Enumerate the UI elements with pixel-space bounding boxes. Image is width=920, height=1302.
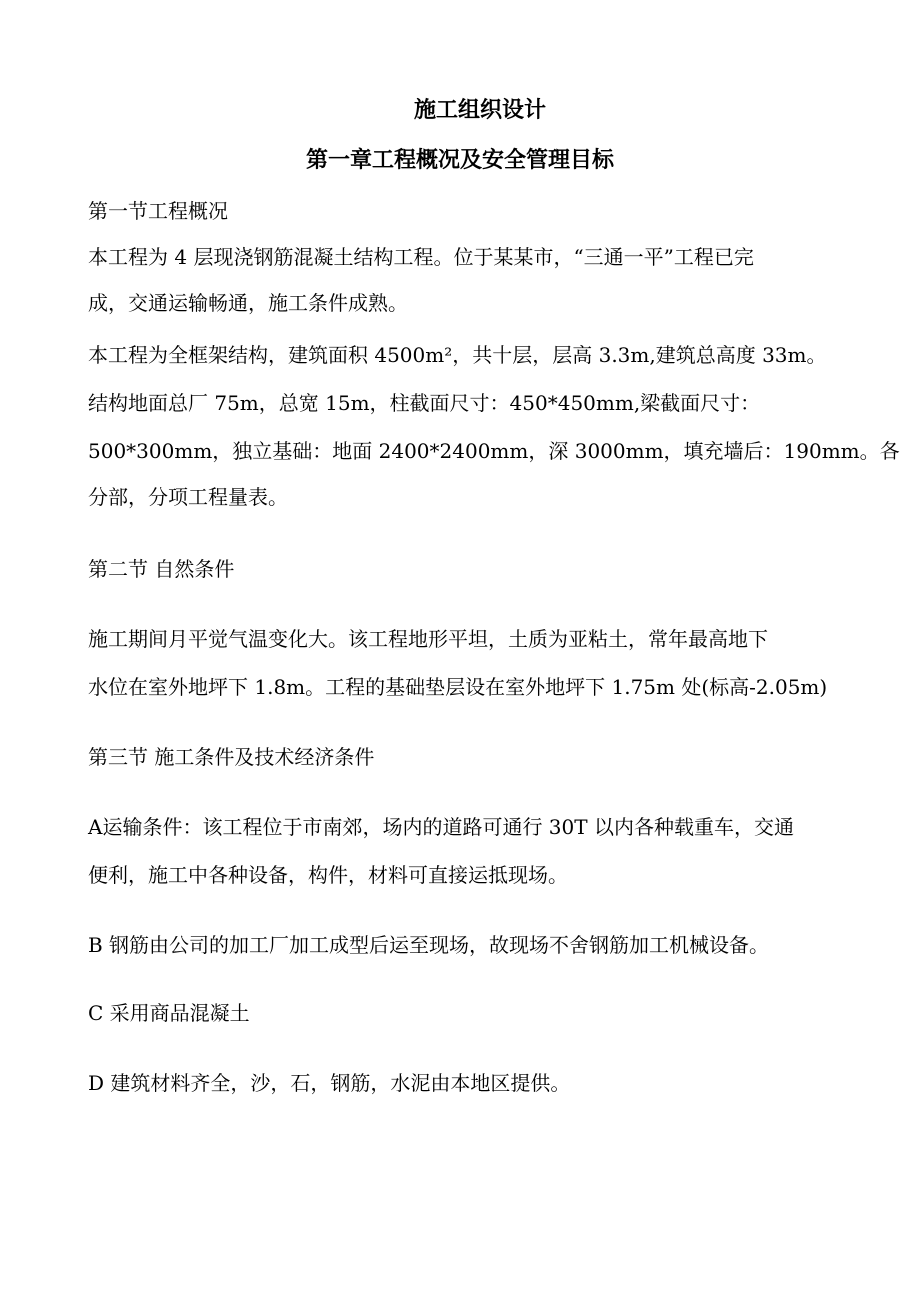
section1-para2-line2: 结构地面总厂 75m，总宽 15m，柱截面尺寸：450*450mm,梁截面尺寸：	[88, 391, 761, 415]
section3-item-d: D 建筑材料齐全，沙，石，钢筋，水泥由本地区提供。	[88, 1071, 571, 1095]
document-title: 施工组织设计	[413, 98, 546, 123]
section1-para2-line3: 500*300mm，独立基础：地面 2400*2400mm，深 3000mm，填充墙后：190mm。各	[88, 439, 900, 463]
section1-para1-line2: 成，交通运输畅通，施工条件成熟。	[88, 291, 408, 315]
section3-heading: 第三节 施工条件及技术经济条件	[88, 745, 375, 769]
section2-para-line1: 施工期间月平觉气温变化大。该工程地形平坦，土质为亚粘土，常年最高地下	[88, 627, 768, 651]
section3-item-b: B 钢筋由公司的加工厂加工成型后运至现场，故现场不舍钢筋加工机械设备。	[88, 933, 770, 957]
chapter-title: 第一章工程概况及安全管理目标	[305, 148, 614, 173]
section2-heading: 第二节 自然条件	[88, 557, 235, 581]
section3-item-c: C 采用商品混凝土	[88, 1001, 250, 1025]
section1-para1-line1: 本工程为 4 层现浇钢筋混凝土结构工程。位于某某市，“三通一平”工程已完	[88, 245, 754, 269]
section1-para2-line1: 本工程为全框架结构，建筑面积 4500m²，共十层，层高 3.3m,建筑总高度 33m。	[88, 343, 827, 367]
section1-para2-line4: 分部，分项工程量表。	[88, 485, 288, 509]
section1-heading: 第一节工程概况	[88, 199, 228, 223]
section2-para-line2: 水位在室外地坪下 1.8m。工程的基础垫层设在室外地坪下 1.75m 处(标高-2.05m)	[88, 675, 828, 699]
section3-item-a-line2: 便利，施工中各种设备，构件，材料可直接运抵现场。	[88, 863, 568, 887]
section3-item-a-line1: A运输条件：该工程位于市南郊，场内的道路可通行 30T 以内各种载重车，交通	[88, 815, 794, 839]
